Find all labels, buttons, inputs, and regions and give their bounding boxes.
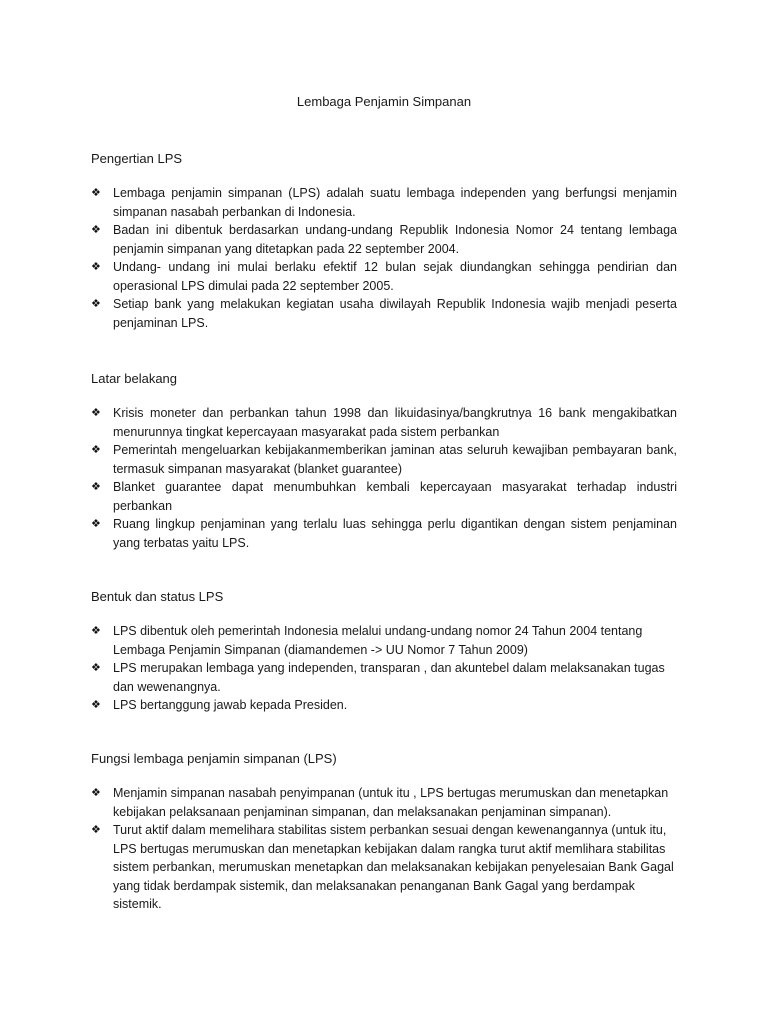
section-heading: Bentuk dan status LPS [91, 589, 224, 604]
list-item [91, 295, 677, 332]
list-item [91, 258, 677, 295]
list-item [91, 622, 677, 659]
list-item-text: Lembaga penjamin simpanan (LPS) adalah suatu lembaga independen yang berfungsi menjamin simpanan nasabah perbankan di Indonesia. [113, 186, 677, 219]
list-item [91, 659, 677, 696]
list-item [91, 821, 677, 914]
diamond-bullet-icon: ❖ [91, 224, 101, 236]
list-item-text: LPS bertanggung jawab kepada Presiden. [113, 698, 348, 712]
bullet-list [91, 404, 677, 552]
list-item-text: LPS dibentuk oleh pemerintah Indonesia melalui undang-undang nomor 24 Tahun 2004 tentang Lembaga Penjamin Simpanan (diamandemen -> UU Nomor 7 Tahun 2009) [113, 624, 643, 657]
section-pengertian-lps [91, 151, 677, 332]
diamond-bullet-icon: ❖ [91, 518, 101, 530]
list-item-text: Badan ini dibentuk berdasarkan undang-undang Republik Indonesia Nomor 24 tentang lembaga penjamin simpanan yang ditetapkan pada 22 september 2004. [113, 223, 677, 256]
list-item [91, 478, 677, 515]
section-latar-belakang [91, 371, 677, 552]
section-fungsi-lps [91, 751, 677, 914]
bullet-list [91, 784, 677, 914]
list-item [91, 441, 677, 478]
list-item-text: Undang- undang ini mulai berlaku efektif 12 bulan sejak diundangkan sehingga pendirian dan operasional LPS dimulai pada 22 september 2005. [113, 260, 677, 293]
list-item [91, 404, 677, 441]
list-item [91, 696, 677, 715]
bullet-list [91, 622, 677, 715]
list-item [91, 784, 677, 821]
section-heading: Latar belakang [91, 371, 178, 386]
bullet-list [91, 184, 677, 332]
section-heading: Pengertian LPS [91, 151, 183, 166]
list-item-text: LPS merupakan lembaga yang independen, transparan , dan akuntebel dalam melaksanakan tugas dan wewenangnya. [113, 661, 665, 694]
diamond-bullet-icon: ❖ [91, 824, 101, 836]
diamond-bullet-icon: ❖ [91, 187, 101, 199]
document-title: Lembaga Penjamin Simpanan [296, 94, 472, 109]
list-item-text: Blanket guarantee dapat menumbuhkan kembali kepercayaan masyarakat terhadap industri perbankan [113, 480, 677, 513]
section-bentuk-dan-status [91, 589, 677, 715]
diamond-bullet-icon: ❖ [91, 625, 101, 637]
section-heading: Fungsi lembaga penjamin simpanan (LPS) [91, 751, 337, 766]
diamond-bullet-icon: ❖ [91, 407, 101, 419]
list-item-text: Ruang lingkup penjaminan yang terlalu luas sehingga perlu digantikan dengan sistem penjaminan yang terbatas yaitu LPS. [113, 517, 677, 550]
diamond-bullet-icon: ❖ [91, 699, 101, 711]
diamond-bullet-icon: ❖ [91, 481, 101, 493]
list-item-text: Turut aktif dalam memelihara stabilitas sistem perbankan sesuai dengan kewenangannya (untuk itu, LPS bertugas merumuskan dan menetapkan kebijakan dalam rangka turut aktif memlihara stabilitas sistem perbankan, merumuskan menetapkan dan melaksanakan kebijakan penyelesaian Bank Gagal yang tidak berdampak sistemik, dan melaksanakan penanganan Bank Gagal yang berdampak sistemik. [113, 823, 674, 911]
list-item-text: Setiap bank yang melakukan kegiatan usaha diwilayah Republik Indonesia wajib menjadi peserta penjaminan LPS. [113, 297, 677, 330]
diamond-bullet-icon: ❖ [91, 444, 101, 456]
list-item-text: Krisis moneter dan perbankan tahun 1998 dan likuidasinya/bangkrutnya 16 bank mengakibatkan menurunnya tingkat kepercayaan masyarakat pada sistem perbankan [113, 406, 677, 439]
list-item [91, 221, 677, 258]
diamond-bullet-icon: ❖ [91, 298, 101, 310]
diamond-bullet-icon: ❖ [91, 662, 101, 674]
diamond-bullet-icon: ❖ [91, 787, 101, 799]
diamond-bullet-icon: ❖ [91, 261, 101, 273]
list-item-text: Pemerintah mengeluarkan kebijakanmemberikan jaminan atas seluruh kewajiban pembayaran bank, termasuk simpanan masyarakat (blanket guarantee) [113, 443, 677, 476]
list-item [91, 184, 677, 221]
list-item-text: Menjamin simpanan nasabah penyimpanan (untuk itu , LPS bertugas merumuskan dan menetapkan kebijakan pelaksanaan penjaminan simpanan, dan melaksanakan penjaminan simpanan). [113, 786, 669, 819]
list-item [91, 515, 677, 552]
